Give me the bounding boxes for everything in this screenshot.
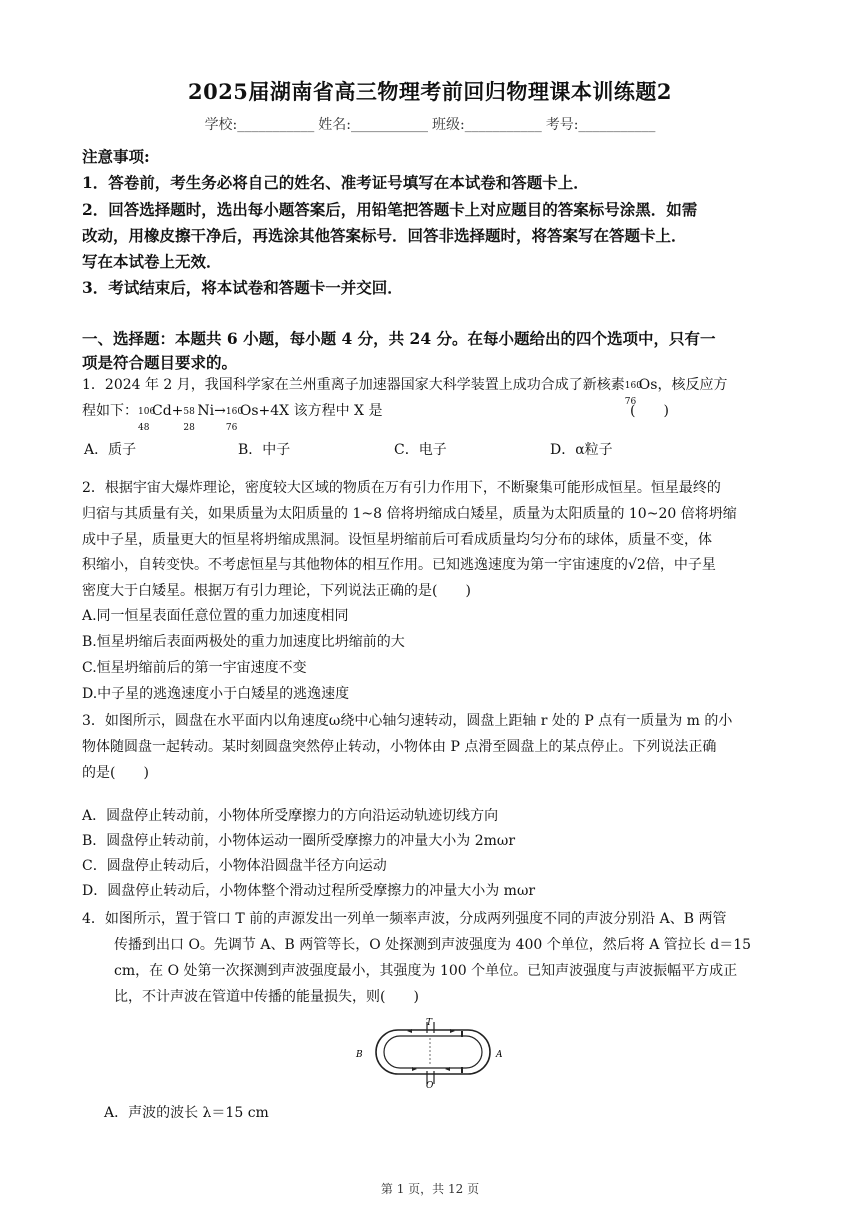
- tube-diagram: [350, 1018, 510, 1088]
- q3-line-2: 物体随圆盘一起转动。某时刻圆盘突然停止转动，小物体由 P 点滑至圆盘上的某点停止。下列说法正确: [82, 739, 717, 755]
- class-field: 班级:___________: [432, 117, 542, 133]
- section-heading-2: 项是符合题目要求的。: [82, 353, 238, 372]
- notice-item-3: 3．考试结束后，将本试卷和答题卡一并交回．: [82, 278, 403, 297]
- notice-item-2b: 改动，用橡皮擦干净后，再选涂其他答案标号．回答非选择题时，将答案写在答题卡上．: [82, 226, 687, 245]
- q2-line-2: 归宿与其质量有关，如果质量为太阳质量的 1~8 倍将坍缩成白矮星，质量为太阳质量的 10~20 倍将坍缩: [82, 506, 737, 522]
- q2-line-1: 2．根据宇宙大爆炸理论，密度较大区域的物质在万有引力作用下，不断聚集可能形成恒星。恒星最终的: [82, 480, 721, 496]
- q2-line-3: 成中子星，质量更大的恒星将坍缩成黑洞。设恒星坍缩前后可看成质量均匀分布的球体，质量不变，体: [82, 532, 712, 548]
- q3-line-3: 的是( ): [82, 765, 149, 781]
- notice-heading: 注意事项:: [82, 147, 150, 166]
- q2-option-b: B.恒星坍缩后表面两极处的重力加速度比坍缩前的大: [82, 634, 405, 650]
- q2-option-a: A.同一恒星表面任意位置的重力加速度相同: [82, 608, 349, 624]
- label-b: B: [356, 1050, 363, 1060]
- q1-option-b: B．中子: [238, 442, 291, 458]
- page-footer: 第 1 页，共 12 页: [380, 1182, 480, 1196]
- page-title: 2025届湖南省高三物理考前回归物理课本训练题2: [187, 79, 673, 104]
- q3-option-c: C．圆盘停止转动后，小物体沿圆盘半径方向运动: [82, 858, 387, 874]
- q2-option-d: D.中子星的逃逸速度小于白矮星的逃逸速度: [82, 686, 350, 702]
- q1-option-a: A．质子: [84, 442, 137, 458]
- notice-item-1: 1．答卷前，考生务必将自己的姓名、准考证号填写在本试卷和答题卡上．: [82, 173, 589, 192]
- student-info: [0, 114, 860, 134]
- number-field: 考号:___________: [545, 117, 656, 133]
- notice-item-2c: 写在本试卷上无效．: [82, 252, 222, 271]
- q3-line-1: 3．如图所示，圆盘在水平面内以角速度ω绕中心轴匀速转动，圆盘上距轴 r 处的 P 点有一质量为 m 的小: [82, 713, 733, 729]
- q3-option-d: D．圆盘停止转动后，小物体整个滑动过程所受摩擦力的冲量大小为 mωr: [82, 883, 536, 899]
- q1-line-1: 1．2024 年 2 月，我国科学家在兰州重离子加速器国家大科学装置上成功合成了新核素 160 76 Os，核反应方: [82, 377, 728, 407]
- school-field: 学校:___________: [204, 117, 315, 133]
- q4-line-4: 比，不计声波在管道中传播的能量损失，则( ): [114, 989, 419, 1005]
- label-a: A: [496, 1050, 503, 1060]
- q4-line-1: 4．如图所示，置于管口 T 前的声源发出一列单一频率声波，分成两列强度不同的声波分别沿 A、B 两管: [82, 911, 727, 927]
- label-o: O: [426, 1081, 434, 1088]
- q4-option-a: A．声波的波长 λ＝15 cm: [104, 1105, 269, 1121]
- q1-option-c: C．电子: [394, 442, 447, 458]
- q3-option-a: A．圆盘停止转动前，小物体所受摩擦力的方向沿运动轨迹切线方向: [82, 808, 499, 824]
- notice-item-2a: 2．回答选择题时，选出每小题答案后，用铅笔把答题卡上对应题目的答案标号涂黑．如需: [82, 200, 698, 219]
- q1-option-d: D．α粒子: [550, 442, 613, 458]
- q4-line-3: cm，在 O 处第一次探测到声波强度最小，其强度为 100 个单位。已知声波强度与声波振幅平方成正: [114, 963, 738, 979]
- name-field: 姓名:___________: [318, 117, 428, 133]
- q2-line-4: 积缩小，自转变快。不考虑恒星与其他物体的相互作用。已知逃逸速度为第一宇宙速度的√2倍，中子星: [82, 557, 716, 573]
- q3-option-b: B．圆盘停止转动前，小物体运动一圈所受摩擦力的冲量大小为 2mωr: [82, 833, 516, 849]
- q1-line-2: 程如下： 106 48 Cd+ 58 28 Ni→ 160 76 Os+4X 该方程中 X 是 ( ): [82, 398, 782, 424]
- inner-tube: [384, 1036, 482, 1068]
- q2-option-c: C.恒星坍缩前后的第一宇宙速度不变: [82, 660, 307, 676]
- sqrt2: √2: [628, 557, 646, 573]
- q1-bracket: ( ): [630, 403, 669, 419]
- section-heading-1: 一、选择题：本题共 6 小题，每小题 4 分，共 24 分。在每小题给出的四个选项中，只有一: [82, 329, 716, 348]
- q2-line-5: 密度大于白矮星。根据万有引力理论，下列说法正确的是( ): [82, 583, 471, 599]
- q4-line-2: 传播到出口 O。先调节 A、B 两管等长，O 处探测到声波强度为 400 个单位，然后将 A 管拉长 d＝15: [114, 937, 752, 953]
- label-t: T: [426, 1018, 433, 1028]
